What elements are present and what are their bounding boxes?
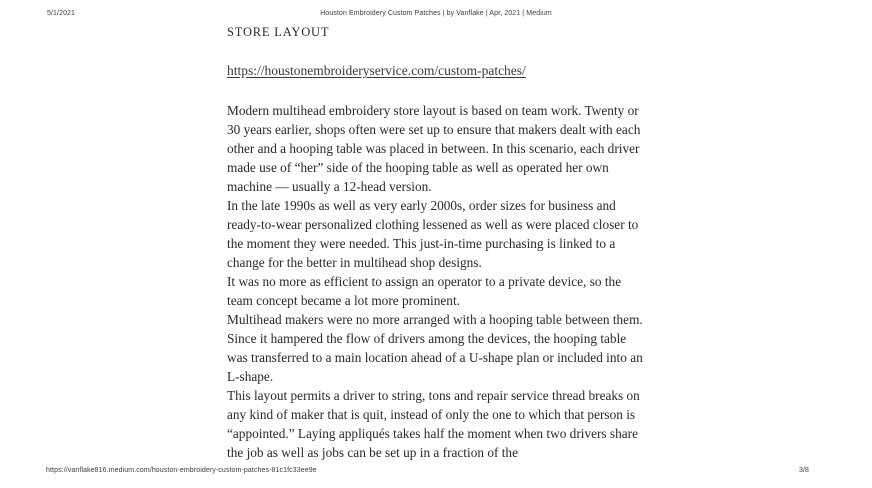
- article-body: [227, 101, 643, 465]
- print-footer-page-indicator: 3/8: [798, 467, 809, 474]
- article-link[interactable]: https://houstonembroideryservice.com/custom-patches/: [227, 63, 526, 78]
- article-paragraph: This layout permits a driver to string, tons and repair service thread breaks on any kind of maker that is quit, instead of only the one to which that person is “appointed.” Laying appliqués takes half the moment when two drivers share the job as well as jobs can be set up in a fraction of the: [227, 388, 640, 460]
- print-footer: [46, 467, 809, 474]
- print-header: [0, 10, 872, 20]
- article-paragraph: It was no more as efficient to assign an operator to a private device, so the team concept became a lot more prominent.: [227, 274, 622, 308]
- print-header-title: Houston Embroidery Custom Patches | by Vanflake | Apr, 2021 | Medium: [320, 10, 552, 17]
- article-heading: STORE LAYOUT: [227, 25, 330, 39]
- article-paragraph: Modern multihead embroidery store layout is based on team work. Twenty or 30 years earlier, shops often were set up to ensure that makers dealt with each other and a hooping table was placed in between. In this scenario, each driver made use of “her” side of the hooping table as well as operated her own machine — usually a 12-head version.: [227, 103, 641, 194]
- print-footer-url: https://vanflake816.medium.com/houston-embroidery-custom-patches-81c1fc33ee9e: [46, 467, 317, 474]
- article-paragraph: Multihead makers were no more arranged with a hooping table between them. Since it hampered the flow of drivers among the devices, the hooping table was transferred to a main location ahead of a U-shape plan or included into an L-shape.: [227, 312, 643, 384]
- print-header-date: 5/1/2021: [47, 10, 76, 17]
- article-paragraph: In the late 1990s as well as very early 2000s, order sizes for business and ready-to-wear personalized clothing lessened as well as were placed closer to the moment they were needed. This just-in-time purchasing is linked to a change for the better in multihead shop designs.: [227, 198, 639, 270]
